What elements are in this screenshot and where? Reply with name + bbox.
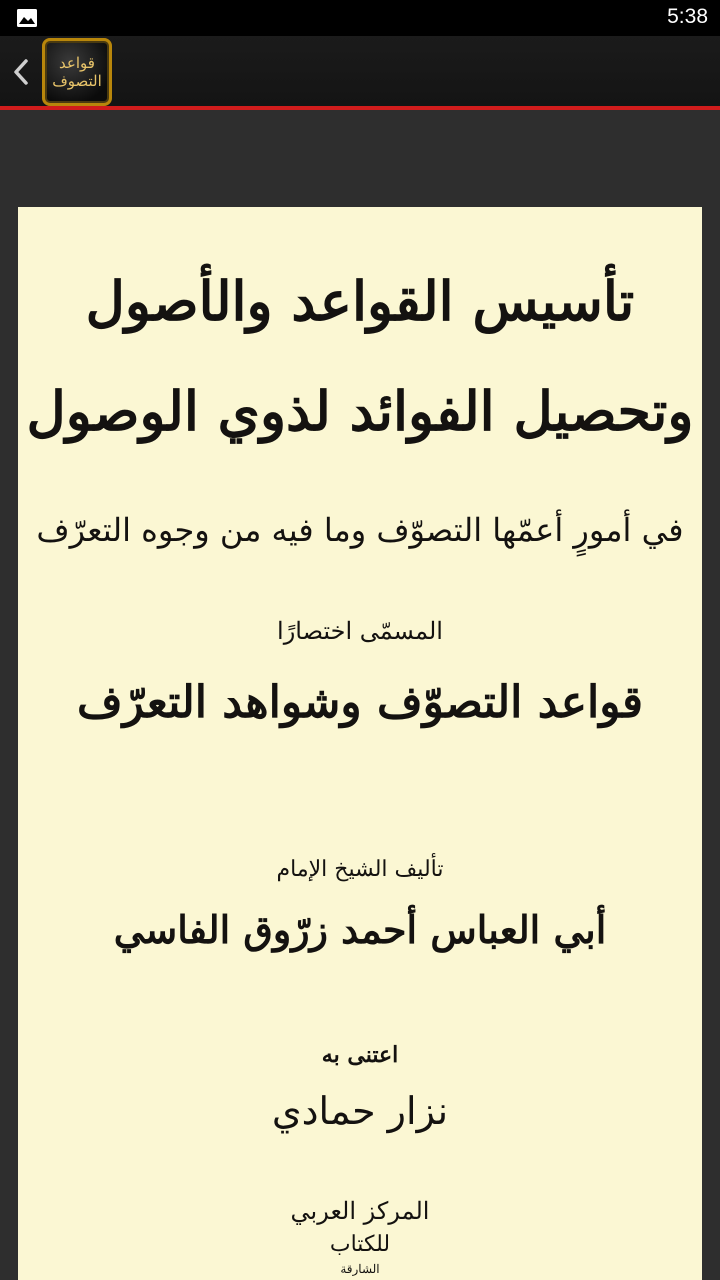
book-cover-page[interactable]	[18, 207, 702, 1280]
named-short-label: المسمّى اختصارًا	[277, 617, 443, 645]
author-label: تأليف الشيخ الإمام	[276, 857, 444, 882]
back-button[interactable]	[6, 54, 36, 90]
publisher-city: الشارقة	[340, 1262, 380, 1276]
status-time: 5:38	[667, 5, 708, 28]
status-bar	[0, 0, 720, 36]
publisher-name-line2: للكتاب	[329, 1232, 391, 1257]
publisher-name: المركز العربي	[290, 1197, 430, 1225]
editor-name: نزار حمادي	[271, 1089, 449, 1133]
short-title: قواعد التصوّف وشواهد التعرّف	[76, 677, 644, 728]
book-subtitle: في أمورٍ أعمّها التصوّف وما فيه من وجوه التعرّف	[36, 511, 684, 549]
logo-text-line2: التصوف	[52, 72, 102, 90]
app-bar	[0, 36, 720, 106]
logo-text-line1: قواعد	[59, 54, 95, 72]
author-name: أبي العباس أحمد زرّوق الفاسي	[113, 907, 607, 952]
app-logo[interactable]	[42, 38, 112, 106]
book-title-line1: تأسيس القواعد والأصول	[85, 269, 635, 333]
chevron-left-icon	[12, 57, 30, 87]
book-title-line2: وتحصيل الفوائد لذوي الوصول	[26, 379, 694, 443]
image-icon	[16, 8, 38, 28]
editor-label: اعتنى به	[321, 1042, 399, 1068]
